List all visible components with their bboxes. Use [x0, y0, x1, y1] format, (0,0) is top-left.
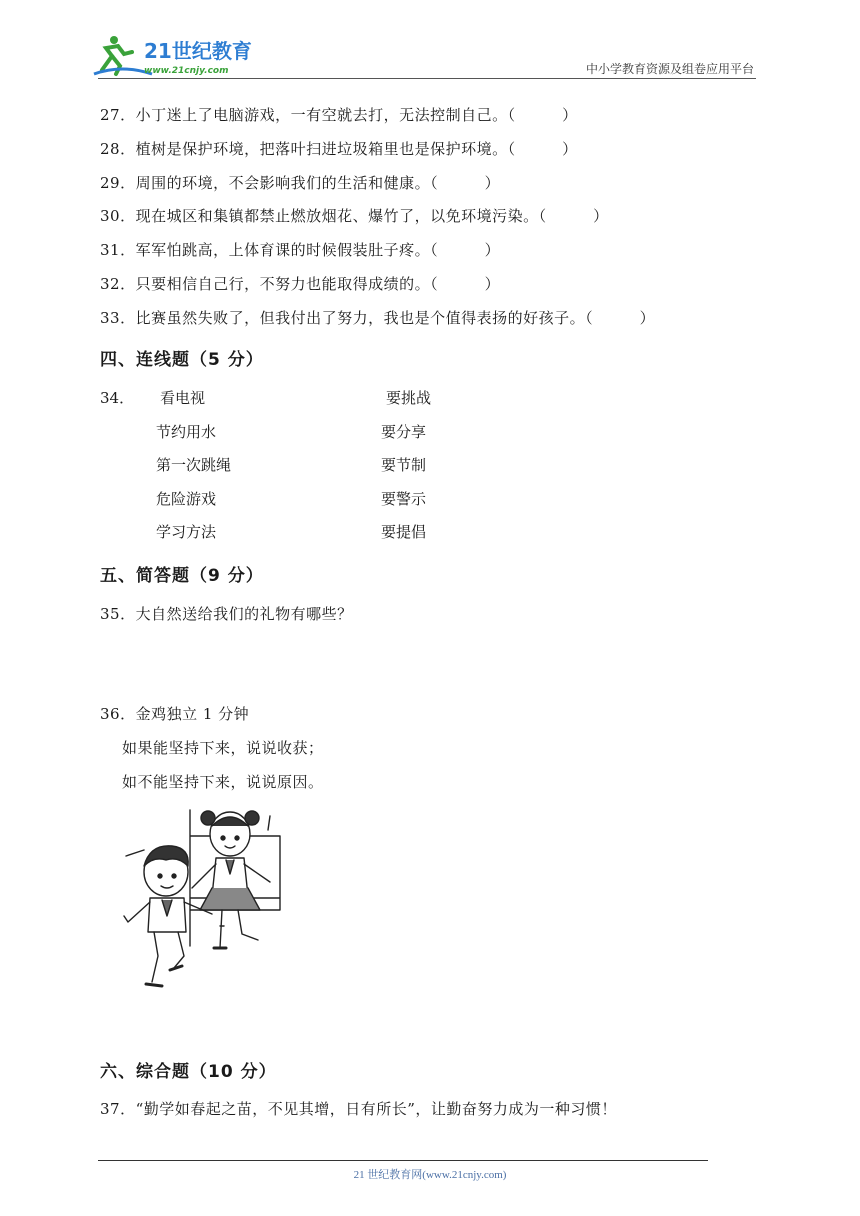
question-36: 36．金鸡独立 1 分钟 — [100, 705, 250, 723]
question-32: 32．只要相信自己行，不努力也能取得成绩的。（ ） — [100, 275, 501, 293]
match-left-1: 看电视 — [160, 389, 206, 407]
header-right-text: 中小学教育资源及组卷应用平台 — [585, 62, 754, 76]
match-right-2: 要分享 — [381, 423, 427, 441]
section-heading-5: 五、简答题（9 分） — [100, 566, 264, 586]
question-33: 33．比赛虽然失败了，但我付出了努力，我也是个值得表扬的好孩子。（ ） — [100, 309, 656, 327]
section-heading-4: 四、连线题（5 分） — [100, 350, 264, 370]
question-37: 37．“勤学如春起之苗，不见其增，日有所长”，让勤奋努力成为一种习惯！ — [100, 1100, 617, 1118]
header-rule — [98, 78, 756, 79]
footer-rule — [98, 1160, 708, 1161]
question-36-line-1: 如果能坚持下来，说说收获； — [122, 739, 324, 757]
question-30: 30．现在城区和集镇都禁止燃放烟花、爆竹了，以免环境污染。（ ） — [100, 207, 609, 225]
match-left-4: 危险游戏 — [156, 490, 217, 508]
section-heading-6: 六、综合题（10 分） — [100, 1062, 277, 1082]
match-left-3: 第一次跳绳 — [156, 456, 232, 474]
match-right-3: 要节制 — [381, 456, 427, 474]
logo-sub: www.21cnjy.com — [144, 66, 229, 76]
question-36-line-2: 如不能坚持下来，说说原因。 — [122, 773, 324, 791]
question-29: 29．周围的环境，不会影响我们的生活和健康。（ ） — [100, 174, 501, 192]
question-31: 31．军军怕跳高，上体育课的时候假装肚子疼。（ ） — [100, 241, 501, 259]
question-28: 28．植树是保护环境，把落叶扫进垃圾箱里也是保护环境。（ ） — [100, 140, 578, 158]
question-35: 35．大自然送给我们的礼物有哪些？ — [100, 605, 353, 623]
logo-main: 21世纪教育 — [144, 39, 252, 63]
match-right-4: 要警示 — [381, 490, 427, 508]
match-right-5: 要提倡 — [381, 523, 427, 541]
match-left-2: 节约用水 — [156, 423, 217, 441]
site-logo — [92, 30, 272, 80]
children-illustration — [120, 806, 290, 992]
question-34-number: 34． — [100, 389, 135, 407]
match-right-1: 要挑战 — [386, 389, 432, 407]
match-left-5: 学习方法 — [156, 523, 217, 541]
footer-text[interactable]: 21 世纪教育网(www.21cnjy.com) — [353, 1169, 507, 1181]
question-27: 27．小丁迷上了电脑游戏，一有空就去打，无法控制自己。（ ） — [100, 106, 578, 124]
